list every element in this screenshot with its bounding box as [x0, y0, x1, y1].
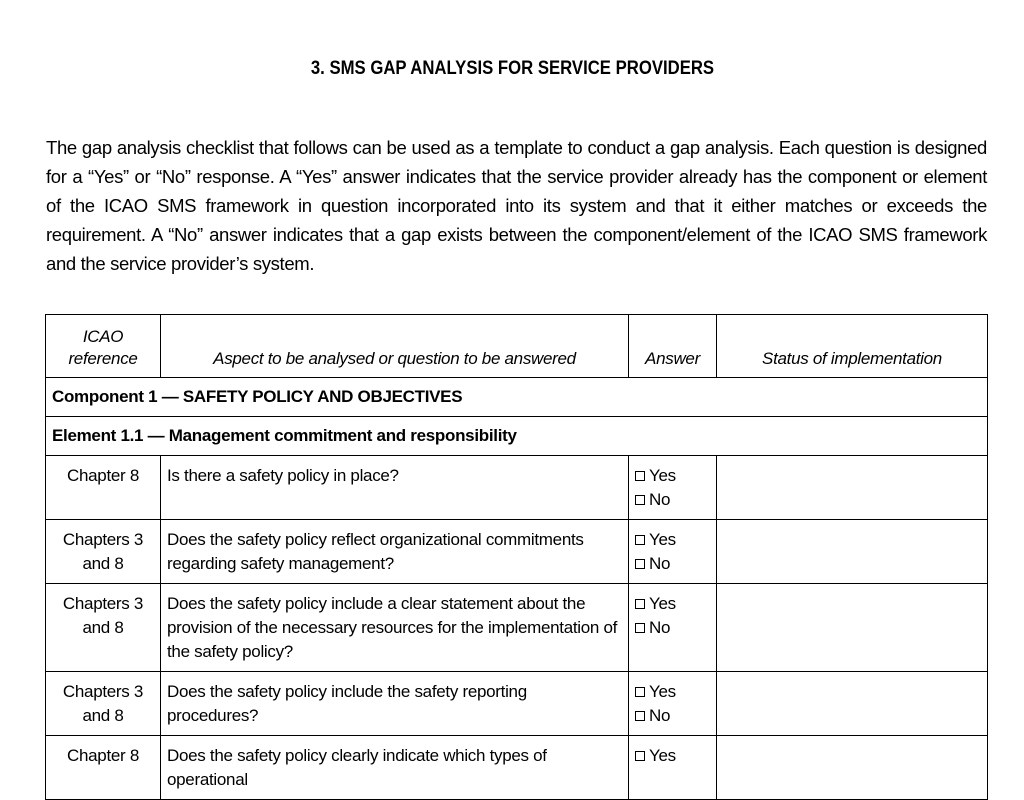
icao-reference-cell: Chapters 3 and 8 — [46, 584, 161, 672]
status-cell[interactable] — [717, 520, 988, 584]
answer-yes-label: Yes — [649, 466, 676, 485]
header-aspect: Aspect to be analysed or question to be answered — [161, 315, 629, 378]
answer-yes-label: Yes — [649, 682, 676, 701]
answer-no-label: No — [649, 490, 671, 509]
gap-analysis-table — [45, 314, 988, 800]
answer-cell — [629, 456, 717, 520]
checkbox-icon[interactable] — [635, 687, 645, 697]
answer-no-label: No — [649, 618, 671, 637]
checkbox-icon[interactable] — [635, 623, 645, 633]
element-title: Element 1.1 — Management commitment and responsibility — [46, 417, 988, 456]
status-cell[interactable] — [717, 456, 988, 520]
status-cell[interactable] — [717, 736, 988, 800]
status-cell[interactable] — [717, 584, 988, 672]
checkbox-icon[interactable] — [635, 559, 645, 569]
answer-cell — [629, 520, 717, 584]
checkbox-icon[interactable] — [635, 711, 645, 721]
answer-no-option[interactable] — [635, 488, 710, 512]
checkbox-icon[interactable] — [635, 751, 645, 761]
question-cell: Does the safety policy reflect organizational commitments regarding safety management? — [161, 520, 629, 584]
answer-yes-option[interactable] — [635, 680, 710, 704]
answer-yes-label: Yes — [649, 746, 676, 765]
header-icao-reference: ICAO reference — [46, 315, 161, 378]
answer-yes-label: Yes — [649, 594, 676, 613]
answer-yes-label: Yes — [649, 530, 676, 549]
checkbox-icon[interactable] — [635, 599, 645, 609]
table-row — [46, 672, 988, 736]
answer-no-label: No — [649, 706, 671, 725]
table-row — [46, 736, 988, 800]
answer-cell — [629, 672, 717, 736]
answer-cell — [629, 584, 717, 672]
status-cell[interactable] — [717, 672, 988, 736]
answer-yes-option[interactable] — [635, 464, 710, 488]
intro-paragraph: The gap analysis checklist that follows can be used as a template to conduct a gap analysis. Each question is designed for a “Yes” or “No” response. A “Yes” answer indicates that the service provider already has the component or element of the ICAO SMS framework in question incorporated into its system and that it either matches or exceeds the requirement. A “No” answer indicates that a gap exists between the component/element of the ICAO SMS framework and the service provider’s system. — [46, 136, 987, 274]
icao-reference-cell: Chapter 8 — [46, 736, 161, 800]
answer-cell — [629, 736, 717, 800]
checkbox-icon[interactable] — [635, 535, 645, 545]
question-cell: Does the safety policy include the safety reporting procedures? — [161, 672, 629, 736]
checkbox-icon[interactable] — [635, 495, 645, 505]
table-row — [46, 456, 988, 520]
table-row — [46, 584, 988, 672]
page-title: 3. SMS GAP ANALYSIS FOR SERVICE PROVIDERS — [310, 58, 715, 79]
header-status: Status of implementation — [717, 315, 988, 378]
answer-yes-option[interactable] — [635, 744, 710, 768]
question-cell: Is there a safety policy in place? — [161, 456, 629, 520]
icao-reference-cell: Chapter 8 — [46, 456, 161, 520]
table-header-row — [46, 315, 988, 378]
answer-no-label: No — [649, 554, 671, 573]
answer-yes-option[interactable] — [635, 528, 710, 552]
header-answer: Answer — [629, 315, 717, 378]
icao-reference-cell: Chapters 3 and 8 — [46, 672, 161, 736]
question-cell: Does the safety policy include a clear statement about the provision of the necessary resources for the implementation of the safety policy? — [161, 584, 629, 672]
answer-no-option[interactable] — [635, 704, 710, 728]
element-row — [46, 417, 988, 456]
icao-reference-cell: Chapters 3 and 8 — [46, 520, 161, 584]
question-cell: Does the safety policy clearly indicate which types of operational — [161, 736, 629, 800]
component-row — [46, 378, 988, 417]
answer-no-option[interactable] — [635, 616, 710, 640]
table-row — [46, 520, 988, 584]
checkbox-icon[interactable] — [635, 471, 645, 481]
answer-yes-option[interactable] — [635, 592, 710, 616]
answer-no-option[interactable] — [635, 552, 710, 576]
component-title: Component 1 — SAFETY POLICY AND OBJECTIVES — [46, 378, 988, 417]
